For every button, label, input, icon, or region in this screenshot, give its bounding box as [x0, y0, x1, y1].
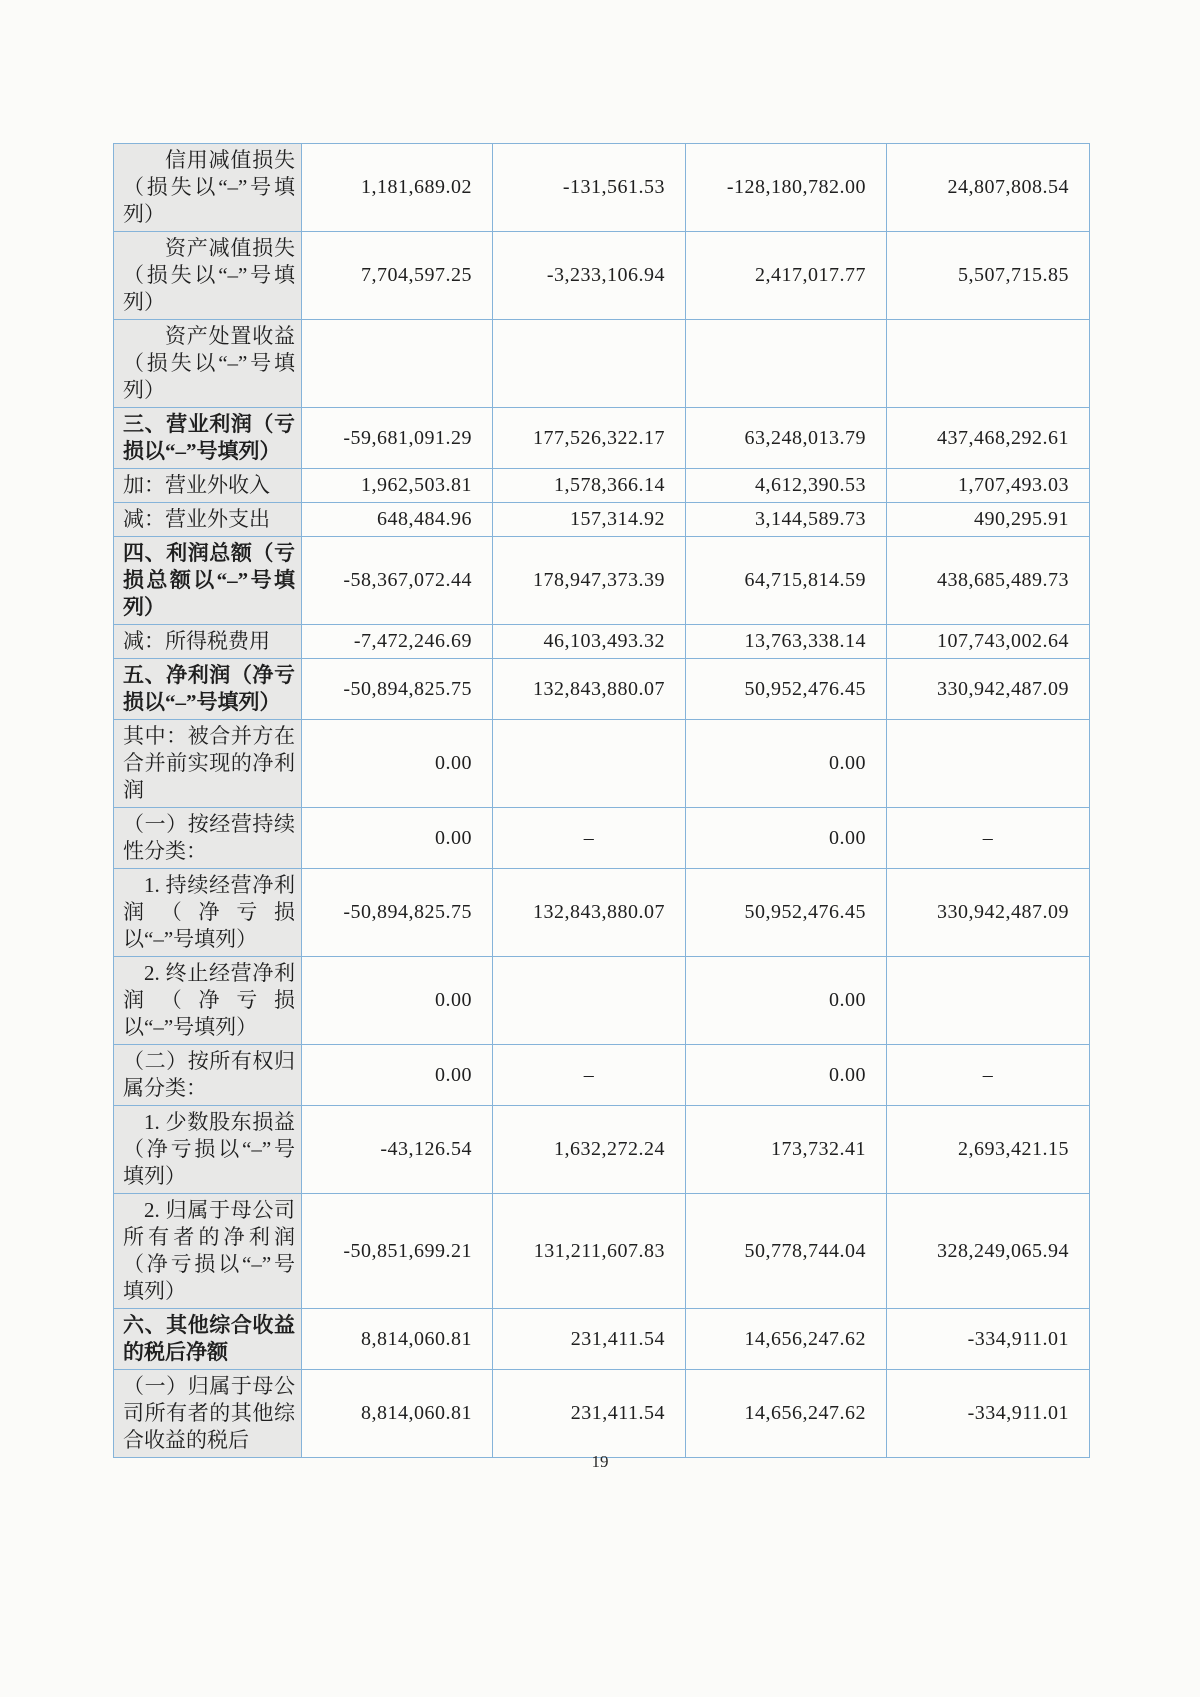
cell-value: 177,526,322.17 [493, 408, 686, 469]
cell-value: -3,233,106.94 [493, 232, 686, 320]
table-row [114, 232, 1090, 320]
cell-value: 2,417,017.77 [686, 232, 887, 320]
table-row [114, 1370, 1090, 1458]
cell-value: 24,807,808.54 [887, 144, 1090, 232]
row-label: 1. 少数股东损益（净亏损以“–”号填列） [114, 1106, 302, 1194]
cell-value: 13,763,338.14 [686, 625, 887, 659]
cell-value: 437,468,292.61 [887, 408, 1090, 469]
row-label: （二）按所有权归属分类： [114, 1045, 302, 1106]
cell-value: -50,894,825.75 [302, 869, 493, 957]
cell-value: 1,181,689.02 [302, 144, 493, 232]
cell-value: 0.00 [686, 720, 887, 808]
cell-value: -7,472,246.69 [302, 625, 493, 659]
cell-value: 2,693,421.15 [887, 1106, 1090, 1194]
row-label: 六、其他综合收益的税后净额 [114, 1309, 302, 1370]
cell-value [686, 320, 887, 408]
cell-value: 1,962,503.81 [302, 469, 493, 503]
cell-value: 157,314.92 [493, 503, 686, 537]
row-label: 减：所得税费用 [114, 625, 302, 659]
row-label: （一）按经营持续性分类： [114, 808, 302, 869]
cell-value: 0.00 [686, 808, 887, 869]
cell-value: 178,947,373.39 [493, 537, 686, 625]
row-label: 信用减值损失（损失以“–”号填列） [114, 144, 302, 232]
row-label: 三、营业利润（亏损以“–”号填列） [114, 408, 302, 469]
cell-value: -50,851,699.21 [302, 1194, 493, 1309]
row-label: 四、利润总额（亏损总额以“–”号填列） [114, 537, 302, 625]
cell-value [493, 320, 686, 408]
cell-value: 8,814,060.81 [302, 1370, 493, 1458]
cell-value: – [887, 808, 1090, 869]
cell-value: -131,561.53 [493, 144, 686, 232]
cell-value: 132,843,880.07 [493, 869, 686, 957]
cell-value: – [887, 1045, 1090, 1106]
cell-value: 4,612,390.53 [686, 469, 887, 503]
row-label: 2. 归属于母公司所有者的净利润（净亏损以“–”号填列） [114, 1194, 302, 1309]
table-row [114, 808, 1090, 869]
cell-value: 1,707,493.03 [887, 469, 1090, 503]
cell-value: -128,180,782.00 [686, 144, 887, 232]
income-statement-body [114, 144, 1090, 1458]
cell-value: 50,952,476.45 [686, 869, 887, 957]
table-row [114, 537, 1090, 625]
table-row [114, 469, 1090, 503]
table-row [114, 720, 1090, 808]
cell-value: 0.00 [686, 1045, 887, 1106]
row-label: 减：营业外支出 [114, 503, 302, 537]
cell-value: 648,484.96 [302, 503, 493, 537]
cell-value: -43,126.54 [302, 1106, 493, 1194]
cell-value [887, 720, 1090, 808]
cell-value: -334,911.01 [887, 1309, 1090, 1370]
cell-value: 438,685,489.73 [887, 537, 1090, 625]
cell-value: 231,411.54 [493, 1309, 686, 1370]
table-row [114, 1106, 1090, 1194]
row-label: 其中：被合并方在合并前实现的净利润 [114, 720, 302, 808]
cell-value: 50,952,476.45 [686, 659, 887, 720]
table-row [114, 320, 1090, 408]
cell-value: – [493, 1045, 686, 1106]
row-label: 加：营业外收入 [114, 469, 302, 503]
cell-value: 330,942,487.09 [887, 659, 1090, 720]
cell-value: -58,367,072.44 [302, 537, 493, 625]
cell-value: 14,656,247.62 [686, 1370, 887, 1458]
cell-value: 0.00 [302, 720, 493, 808]
cell-value: 63,248,013.79 [686, 408, 887, 469]
cell-value: 0.00 [302, 808, 493, 869]
cell-value: 64,715,814.59 [686, 537, 887, 625]
cell-value: 8,814,060.81 [302, 1309, 493, 1370]
cell-value: 46,103,493.32 [493, 625, 686, 659]
cell-value: -59,681,091.29 [302, 408, 493, 469]
page-number: 19 [591, 1452, 609, 1471]
income-statement-table [113, 143, 1090, 1458]
table-row [114, 144, 1090, 232]
cell-value: 0.00 [302, 1045, 493, 1106]
table-row [114, 1309, 1090, 1370]
table-row [114, 1045, 1090, 1106]
cell-value [887, 957, 1090, 1045]
row-label: 资产减值损失（损失以“–”号填列） [114, 232, 302, 320]
cell-value: 107,743,002.64 [887, 625, 1090, 659]
cell-value: 173,732.41 [686, 1106, 887, 1194]
cell-value: 1,578,366.14 [493, 469, 686, 503]
cell-value: -50,894,825.75 [302, 659, 493, 720]
row-label: 资产处置收益（损失以“–”号填列） [114, 320, 302, 408]
cell-value: 0.00 [302, 957, 493, 1045]
cell-value: 14,656,247.62 [686, 1309, 887, 1370]
cell-value: 1,632,272.24 [493, 1106, 686, 1194]
row-label: 五、净利润（净亏损以“–”号填列） [114, 659, 302, 720]
cell-value: 328,249,065.94 [887, 1194, 1090, 1309]
cell-value: 5,507,715.85 [887, 232, 1090, 320]
cell-value: 231,411.54 [493, 1370, 686, 1458]
cell-value: 3,144,589.73 [686, 503, 887, 537]
table-row [114, 659, 1090, 720]
cell-value: 490,295.91 [887, 503, 1090, 537]
cell-value [493, 957, 686, 1045]
cell-value: -334,911.01 [887, 1370, 1090, 1458]
table-row [114, 408, 1090, 469]
table-row [114, 503, 1090, 537]
table-row [114, 1194, 1090, 1309]
cell-value: 131,211,607.83 [493, 1194, 686, 1309]
cell-value: – [493, 808, 686, 869]
row-label: 1. 持续经营净利润（净亏损以“–”号填列） [114, 869, 302, 957]
cell-value: 132,843,880.07 [493, 659, 686, 720]
table-row [114, 957, 1090, 1045]
cell-value: 0.00 [686, 957, 887, 1045]
cell-value [493, 720, 686, 808]
cell-value: 7,704,597.25 [302, 232, 493, 320]
table-row [114, 625, 1090, 659]
cell-value [887, 320, 1090, 408]
row-label: （一）归属于母公司所有者的其他综合收益的税后 [114, 1370, 302, 1458]
cell-value [302, 320, 493, 408]
row-label: 2. 终止经营净利润（净亏损以“–”号填列） [114, 957, 302, 1045]
cell-value: 330,942,487.09 [887, 869, 1090, 957]
table-row [114, 869, 1090, 957]
cell-value: 50,778,744.04 [686, 1194, 887, 1309]
